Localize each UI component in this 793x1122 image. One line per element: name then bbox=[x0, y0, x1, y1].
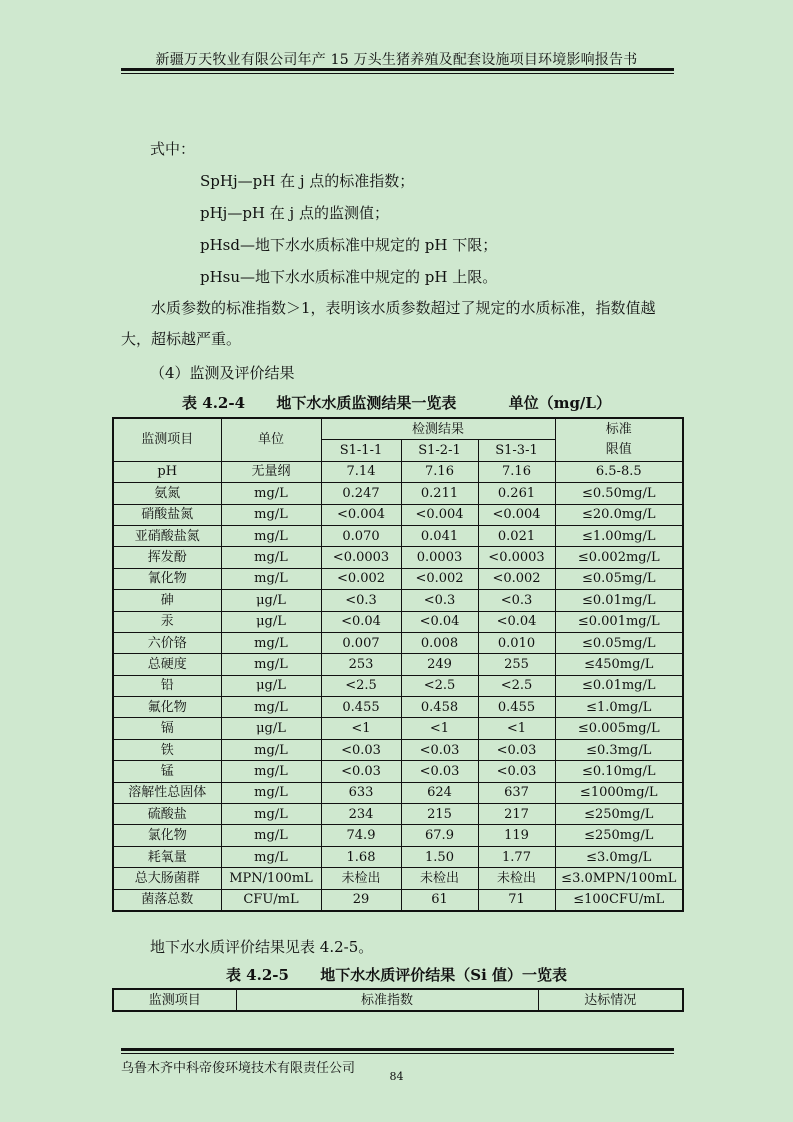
cell-site-3: 0.455 bbox=[478, 697, 555, 718]
cell-standard: ≤0.05mg/L bbox=[555, 568, 683, 589]
cell-unit: mg/L bbox=[221, 483, 321, 504]
definition-phsd: pHsd—地下水水质标准中规定的 pH 下限； bbox=[200, 236, 498, 254]
t2-header-item: 监测项目 bbox=[113, 989, 236, 1011]
cell-item: 菌落总数 bbox=[113, 889, 221, 911]
cell-unit: mg/L bbox=[221, 547, 321, 568]
cell-site-2: <0.03 bbox=[401, 739, 478, 760]
header-unit: 单位 bbox=[221, 418, 321, 461]
cell-standard: ≤0.001mg/L bbox=[555, 611, 683, 632]
cell-standard: ≤1.00mg/L bbox=[555, 525, 683, 546]
cell-unit: MPN/100mL bbox=[221, 868, 321, 889]
cell-item: 总大肠菌群 bbox=[113, 868, 221, 889]
cell-standard: ≤3.0mg/L bbox=[555, 846, 683, 867]
header-rule-thin bbox=[121, 73, 674, 74]
cell-standard: ≤0.002mg/L bbox=[555, 547, 683, 568]
cell-unit: μg/L bbox=[221, 611, 321, 632]
cell-site-1: <0.3 bbox=[321, 590, 401, 611]
table-row bbox=[113, 761, 683, 782]
evaluation-results-table bbox=[112, 988, 684, 1012]
cell-site-2: 624 bbox=[401, 782, 478, 803]
cell-site-1: <0.0003 bbox=[321, 547, 401, 568]
table-reference-text: 地下水水质评价结果见表 4.2-5。 bbox=[150, 938, 374, 956]
table-row bbox=[113, 739, 683, 760]
header-item: 监测项目 bbox=[113, 418, 221, 461]
cell-item: 氨氮 bbox=[113, 483, 221, 504]
cell-site-3: 0.010 bbox=[478, 632, 555, 653]
cell-item: 砷 bbox=[113, 590, 221, 611]
cell-unit: mg/L bbox=[221, 632, 321, 653]
cell-site-3: 7.16 bbox=[478, 461, 555, 482]
cell-unit: μg/L bbox=[221, 590, 321, 611]
cell-site-1: 0.070 bbox=[321, 525, 401, 546]
table-row bbox=[113, 525, 683, 546]
cell-site-1: 0.247 bbox=[321, 483, 401, 504]
cell-site-3: <0.04 bbox=[478, 611, 555, 632]
cell-item: 氯化物 bbox=[113, 825, 221, 846]
t2-header-status: 达标情况 bbox=[538, 989, 683, 1011]
header-standard-line1: 标准 bbox=[605, 421, 632, 437]
cell-item: 铅 bbox=[113, 675, 221, 696]
cell-site-1: 74.9 bbox=[321, 825, 401, 846]
cell-site-3: <1 bbox=[478, 718, 555, 739]
cell-standard: ≤450mg/L bbox=[555, 654, 683, 675]
table-row bbox=[113, 846, 683, 867]
cell-site-3: 119 bbox=[478, 825, 555, 846]
table-row bbox=[113, 868, 683, 889]
cell-item: 溶解性总固体 bbox=[113, 782, 221, 803]
cell-unit: mg/L bbox=[221, 825, 321, 846]
cell-site-1: <0.03 bbox=[321, 761, 401, 782]
t2-header-index: 标准指数 bbox=[236, 989, 538, 1011]
cell-standard: ≤250mg/L bbox=[555, 825, 683, 846]
table-row bbox=[113, 504, 683, 525]
cell-item: pH bbox=[113, 461, 221, 482]
cell-unit: mg/L bbox=[221, 568, 321, 589]
cell-item: 挥发酚 bbox=[113, 547, 221, 568]
table-row bbox=[113, 889, 683, 911]
cell-site-2: 67.9 bbox=[401, 825, 478, 846]
cell-item: 锰 bbox=[113, 761, 221, 782]
cell-standard: ≤0.50mg/L bbox=[555, 483, 683, 504]
cell-standard: ≤100CFU/mL bbox=[555, 889, 683, 911]
cell-site-2: 7.16 bbox=[401, 461, 478, 482]
cell-item: 氰化物 bbox=[113, 568, 221, 589]
table-row bbox=[113, 461, 683, 482]
cell-site-1: <1 bbox=[321, 718, 401, 739]
cell-site-3: <0.0003 bbox=[478, 547, 555, 568]
cell-site-3: <0.002 bbox=[478, 568, 555, 589]
cell-site-2: 61 bbox=[401, 889, 478, 911]
cell-item: 硝酸盐氮 bbox=[113, 504, 221, 525]
cell-unit: mg/L bbox=[221, 846, 321, 867]
cell-item: 氟化物 bbox=[113, 697, 221, 718]
header-site-3: S1-3-1 bbox=[478, 440, 555, 461]
definition-phsu: pHsu—地下水水质标准中规定的 pH 上限。 bbox=[200, 268, 498, 286]
cell-site-2: <0.03 bbox=[401, 761, 478, 782]
page-number: 84 bbox=[389, 1070, 404, 1083]
cell-unit: CFU/mL bbox=[221, 889, 321, 911]
cell-unit: mg/L bbox=[221, 739, 321, 760]
cell-site-2: <0.3 bbox=[401, 590, 478, 611]
cell-site-3: <0.004 bbox=[478, 504, 555, 525]
cell-site-1: 0.455 bbox=[321, 697, 401, 718]
table-row bbox=[113, 675, 683, 696]
table1-caption: 表 4.2-4 地下水水质监测结果一览表 单位（mg/L） bbox=[182, 394, 611, 412]
cell-standard: ≤20.0mg/L bbox=[555, 504, 683, 525]
cell-site-2: 1.50 bbox=[401, 846, 478, 867]
table-row bbox=[113, 611, 683, 632]
cell-item: 硫酸盐 bbox=[113, 804, 221, 825]
cell-site-1: <0.03 bbox=[321, 739, 401, 760]
cell-site-3: 637 bbox=[478, 782, 555, 803]
cell-site-2: 249 bbox=[401, 654, 478, 675]
definition-phj: pHj—pH 在 j 点的监测值； bbox=[200, 204, 389, 222]
cell-site-3: 未检出 bbox=[478, 868, 555, 889]
cell-site-3: <0.03 bbox=[478, 761, 555, 782]
footer-rule-thin bbox=[121, 1053, 674, 1054]
cell-standard: ≤3.0MPN/100mL bbox=[555, 868, 683, 889]
definition-sphj: SpHj—pH 在 j 点的标准指数； bbox=[200, 172, 415, 190]
cell-unit: mg/L bbox=[221, 782, 321, 803]
table-row bbox=[113, 483, 683, 504]
cell-site-2: 0.041 bbox=[401, 525, 478, 546]
cell-unit: mg/L bbox=[221, 654, 321, 675]
header-standard bbox=[555, 418, 683, 461]
cell-item: 铁 bbox=[113, 739, 221, 760]
footer-company: 乌鲁木齐中科帝俊环境技术有限责任公司 bbox=[121, 1061, 356, 1076]
cell-standard: ≤1000mg/L bbox=[555, 782, 683, 803]
cell-site-1: <0.04 bbox=[321, 611, 401, 632]
cell-site-2: <0.04 bbox=[401, 611, 478, 632]
monitoring-results-table bbox=[112, 417, 684, 912]
section-heading: （4）监测及评价结果 bbox=[150, 364, 295, 382]
cell-site-3: 255 bbox=[478, 654, 555, 675]
cell-unit: mg/L bbox=[221, 697, 321, 718]
cell-unit: μg/L bbox=[221, 718, 321, 739]
cell-standard: ≤0.3mg/L bbox=[555, 739, 683, 760]
table-row bbox=[113, 697, 683, 718]
cell-site-1: 253 bbox=[321, 654, 401, 675]
cell-site-2: <2.5 bbox=[401, 675, 478, 696]
header-site-1: S1-1-1 bbox=[321, 440, 401, 461]
cell-unit: μg/L bbox=[221, 675, 321, 696]
header-standard-line2: 限值 bbox=[605, 441, 632, 457]
cell-site-2: 未检出 bbox=[401, 868, 478, 889]
table-row bbox=[113, 825, 683, 846]
table-row bbox=[113, 568, 683, 589]
table2-caption: 表 4.2-5 地下水水质评价结果（Si 值）一览表 bbox=[225, 966, 568, 984]
table-row bbox=[113, 718, 683, 739]
cell-site-1: 29 bbox=[321, 889, 401, 911]
cell-site-3: 0.021 bbox=[478, 525, 555, 546]
footer-rule-thick bbox=[121, 1048, 674, 1051]
cell-item: 总硬度 bbox=[113, 654, 221, 675]
cell-standard: ≤0.01mg/L bbox=[555, 590, 683, 611]
cell-item: 镉 bbox=[113, 718, 221, 739]
cell-unit: mg/L bbox=[221, 525, 321, 546]
table-row bbox=[113, 547, 683, 568]
cell-site-3: <0.3 bbox=[478, 590, 555, 611]
table-row bbox=[113, 804, 683, 825]
cell-site-3: 217 bbox=[478, 804, 555, 825]
cell-site-1: 7.14 bbox=[321, 461, 401, 482]
header-rule-thick bbox=[121, 68, 674, 71]
cell-site-1: 未检出 bbox=[321, 868, 401, 889]
cell-site-2: 0.0003 bbox=[401, 547, 478, 568]
cell-item: 亚硝酸盐氮 bbox=[113, 525, 221, 546]
document-header-title: 新疆万天牧业有限公司年产 15 万头生猪养殖及配套设施项目环境影响报告书 bbox=[155, 52, 638, 68]
cell-standard: 6.5-8.5 bbox=[555, 461, 683, 482]
cell-site-3: <0.03 bbox=[478, 739, 555, 760]
cell-site-1: <2.5 bbox=[321, 675, 401, 696]
cell-site-3: 71 bbox=[478, 889, 555, 911]
cell-site-2: <1 bbox=[401, 718, 478, 739]
table1-body bbox=[113, 461, 683, 911]
header-results: 检测结果 bbox=[321, 418, 555, 440]
cell-unit: mg/L bbox=[221, 804, 321, 825]
cell-site-3: <2.5 bbox=[478, 675, 555, 696]
cell-site-1: <0.002 bbox=[321, 568, 401, 589]
cell-unit: 无量纲 bbox=[221, 461, 321, 482]
table-row bbox=[113, 654, 683, 675]
cell-site-1: 0.007 bbox=[321, 632, 401, 653]
cell-item: 汞 bbox=[113, 611, 221, 632]
cell-site-2: <0.004 bbox=[401, 504, 478, 525]
cell-site-1: 234 bbox=[321, 804, 401, 825]
cell-site-2: <0.002 bbox=[401, 568, 478, 589]
cell-site-2: 0.211 bbox=[401, 483, 478, 504]
cell-site-1: 1.68 bbox=[321, 846, 401, 867]
cell-unit: mg/L bbox=[221, 504, 321, 525]
cell-standard: ≤0.005mg/L bbox=[555, 718, 683, 739]
cell-standard: ≤250mg/L bbox=[555, 804, 683, 825]
explanation-paragraph: 水质参数的标准指数＞1，表明该水质参数超过了规定的水质标准，指数值越大，超标越严重。 bbox=[121, 299, 656, 348]
cell-standard: ≤1.0mg/L bbox=[555, 697, 683, 718]
cell-site-1: 633 bbox=[321, 782, 401, 803]
cell-site-3: 1.77 bbox=[478, 846, 555, 867]
cell-site-2: 0.458 bbox=[401, 697, 478, 718]
cell-standard: ≤0.05mg/L bbox=[555, 632, 683, 653]
cell-site-1: <0.004 bbox=[321, 504, 401, 525]
table-row bbox=[113, 782, 683, 803]
cell-item: 耗氧量 bbox=[113, 846, 221, 867]
cell-site-3: 0.261 bbox=[478, 483, 555, 504]
cell-site-2: 0.008 bbox=[401, 632, 478, 653]
cell-site-2: 215 bbox=[401, 804, 478, 825]
table-row bbox=[113, 590, 683, 611]
table-row bbox=[113, 632, 683, 653]
cell-item: 六价铬 bbox=[113, 632, 221, 653]
header-site-2: S1-2-1 bbox=[401, 440, 478, 461]
cell-standard: ≤0.01mg/L bbox=[555, 675, 683, 696]
cell-unit: mg/L bbox=[221, 761, 321, 782]
cell-standard: ≤0.10mg/L bbox=[555, 761, 683, 782]
formula-intro: 式中： bbox=[150, 140, 196, 158]
